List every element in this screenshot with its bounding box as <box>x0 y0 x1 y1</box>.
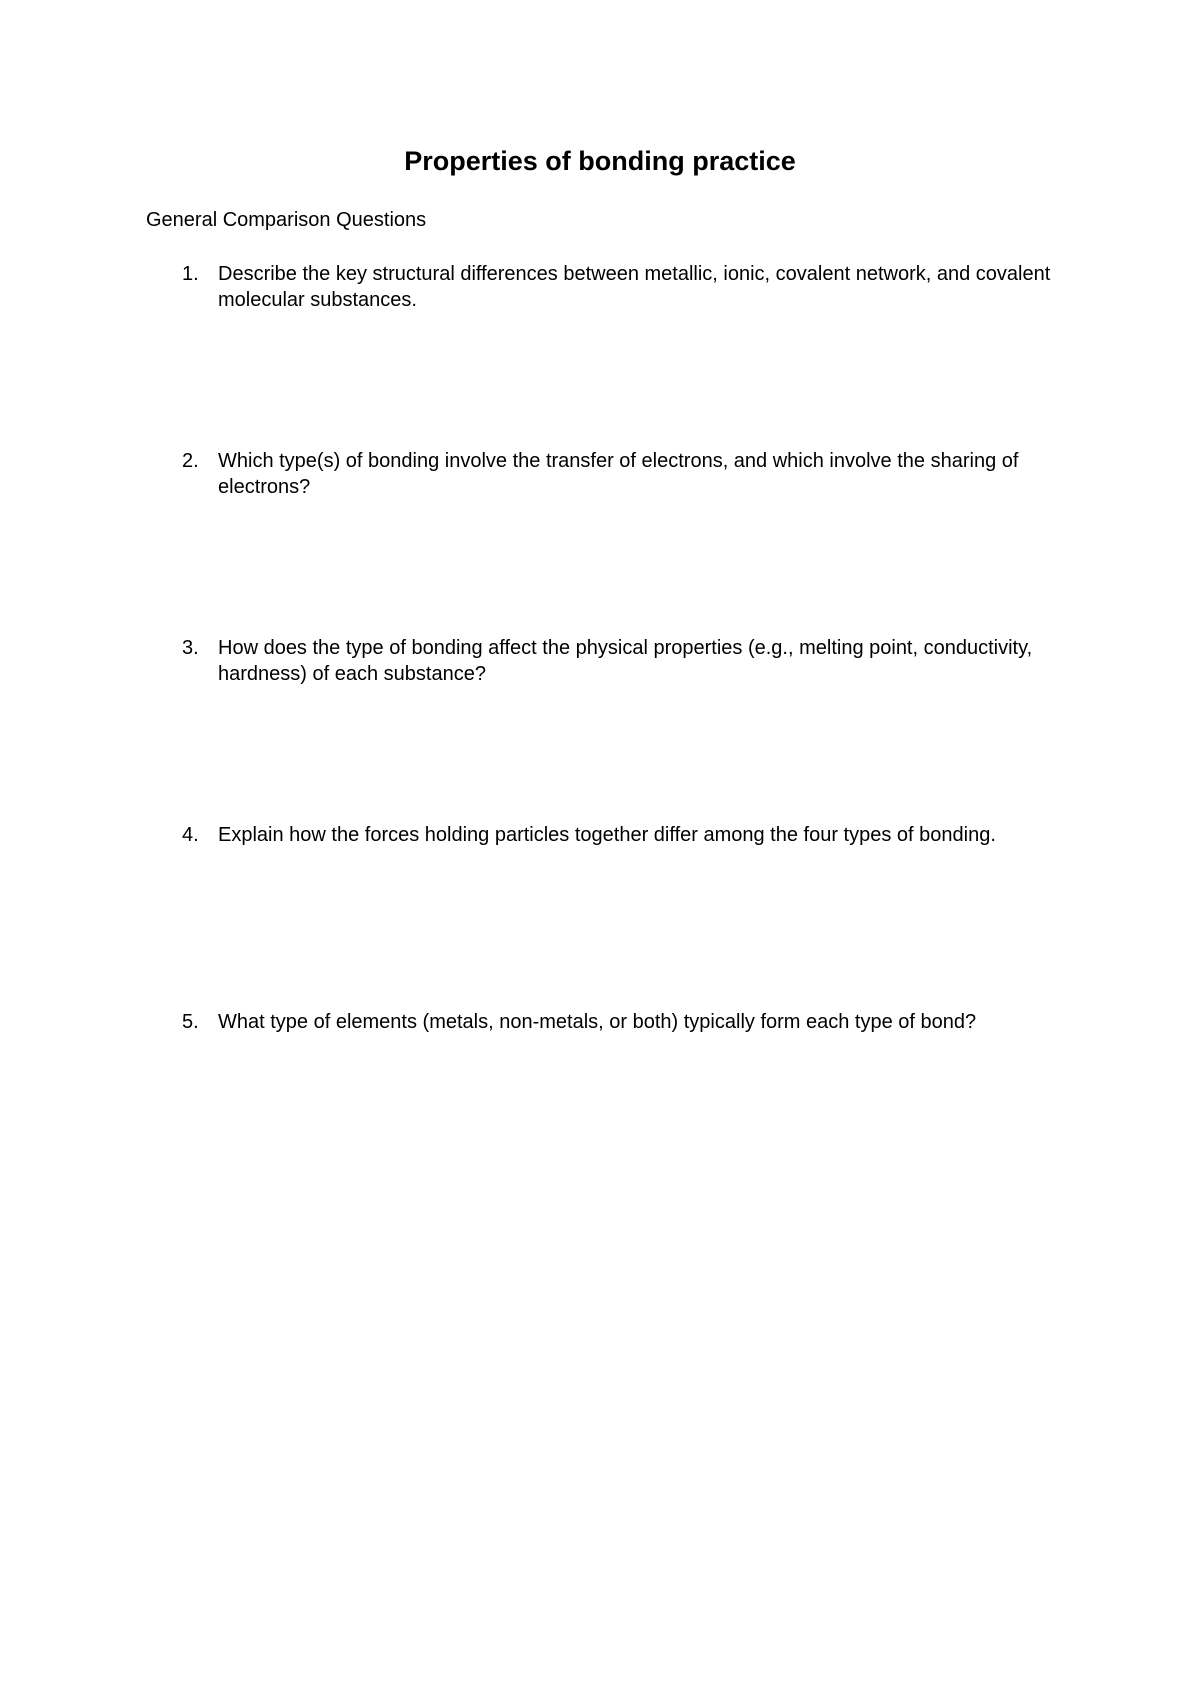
question-text: Describe the key structural differences between metallic, ionic, covalent network, and covalent molecular substances. <box>218 263 1051 311</box>
question-item <box>182 1009 1082 1035</box>
question-text: How does the type of bonding affect the physical properties (e.g., melting point, conductivity, hardness) of each substance? <box>218 637 1033 685</box>
question-number: 1. <box>182 263 199 285</box>
question-number: 4. <box>182 824 199 846</box>
section-heading: General Comparison Questions <box>146 209 427 231</box>
page-title: Properties of bonding practice <box>404 146 796 176</box>
question-text: Explain how the forces holding particles together differ among the four types of bonding. <box>218 824 996 846</box>
question-item <box>182 448 1082 500</box>
question-number: 2. <box>182 450 199 472</box>
question-item <box>182 261 1082 313</box>
question-number: 3. <box>182 637 199 659</box>
question-text: What type of elements (metals, non-metals, or both) typically form each type of bond? <box>218 1011 977 1033</box>
question-number: 5. <box>182 1011 199 1033</box>
question-item <box>182 822 1082 848</box>
question-text: Which type(s) of bonding involve the transfer of electrons, and which involve the sharing of electrons? <box>218 450 1019 498</box>
question-item <box>182 635 1082 687</box>
